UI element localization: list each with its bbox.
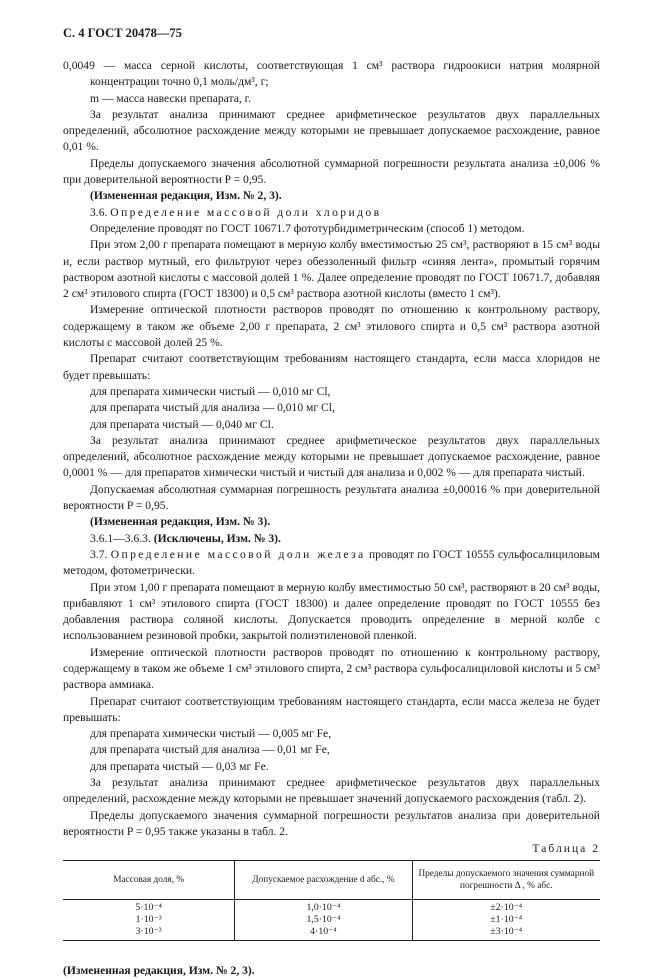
paragraph: Измерение оптической плотности растворов проводят по отношению к контрольному раствору, содержащему в таком же объеме 1 см³ этилового спирта, 2 см³ раствора сульфосалициловой кислоты и 5 см³ раствора аммиака. [63, 645, 600, 692]
column-header: Пределы допускаемого значения суммарной погрешности Δ , % абс. [412, 860, 600, 899]
paragraph: Измерение оптической плотности растворов проводят по отношению к контрольному раствору, содержащему в таком же объеме 2,00 г препарата, 2 см³ этилового спирта и 0,5 см³ раствора азотной кислоты с массовой долей 25 %. [63, 303, 600, 350]
section-heading [63, 547, 600, 580]
section-number: 3.7. [90, 547, 108, 561]
cell-value: ±2·10⁻⁴ [490, 901, 523, 913]
paragraph: Определение проводят по ГОСТ 10671.7 фототурбидиметрическим (способ 1) методом. [90, 221, 525, 235]
cell-value: 4·10⁻⁴ [310, 925, 337, 937]
list-item: для препарата химически чистый — 0,005 мг Fe, [90, 727, 332, 741]
section-title: Определение массовой доли хлоридов [110, 205, 382, 219]
table-cell [412, 899, 600, 940]
table-2 [63, 860, 600, 941]
paragraph: m — масса навески препарата, г. [90, 91, 251, 105]
paragraph: 0,0049 — масса серной кислоты, соответствующая 1 см³ раствора гидроокиси натрия молярной концентрации точно 0,1 моль/дм³, г; [63, 59, 600, 89]
cell-value: 1,0·10⁻⁴ [306, 901, 341, 913]
amendment-text: (Измененная редакция, Изм. № 2, 3). [90, 189, 282, 203]
section-text: проводят по ГОСТ 10555 сульфосалициловым методом, фотометрически. [63, 547, 600, 578]
cell-value: 5·10⁻⁴ [135, 901, 162, 913]
paragraph: Пределы допускаемого значения суммарной погрешности результатов анализа при доверительной вероятности P = 0,95 также указаны в табл. 2. [63, 808, 600, 838]
column-header: Массовая доля, % [63, 860, 235, 899]
amendment-note [63, 514, 600, 530]
amendment-text: (Измененная редакция, Изм. № 3). [90, 515, 271, 529]
table-cell [63, 899, 235, 940]
table-cell [235, 899, 412, 940]
column-header: Допускаемое расхождение d абс., % [235, 860, 412, 899]
section-number: 3.6. [90, 205, 108, 219]
paragraph: При этом 1,00 г препарата помещают в мерную колбу вместимостью 50 см³, растворяют в 20 см³ воды, прибавляют 1 см³ этилового спирта (ГОСТ 18300) и далее определение проводят по ГОСТ 10555 без добавления раствора соляной кислоты. Допускается проводить определение в мерной колбе с использованием резиновой пробки, закрытой полиэтиленовой пленкой. [63, 580, 600, 643]
section-number: 3.6.1—3.6.3. [90, 531, 151, 545]
list-item: для препарата чистый — 0,040 мг Cl. [90, 417, 274, 431]
cell-value: ±3·10⁻⁴ [490, 925, 523, 937]
paragraph: Пределы допускаемого значения абсолютной суммарной погрешности результата анализа ±0,006 % при доверительной вероятности P = 0,95. [63, 156, 600, 187]
cell-value: 1,5·10⁻⁴ [306, 913, 341, 925]
section-heading [63, 205, 600, 221]
section-title: Определение массовой доли железа [110, 547, 366, 561]
list-item: для препарата чистый для анализа — 0,01 мг Fe, [90, 743, 330, 757]
paragraph: Препарат считают соответствующим требованиям настоящего стандарта, если масса хлоридов не будет превышать: [63, 352, 600, 382]
page-header: С. 4 ГОСТ 20478—75 [63, 26, 182, 40]
excluded-text: (Исключены, Изм. № 3). [153, 531, 281, 545]
table-header-row [63, 860, 600, 899]
excluded-note [63, 531, 600, 547]
document-body [63, 58, 600, 979]
list-item: для препарата чистый — 0,03 мг Fe. [90, 759, 269, 773]
paragraph: За результат анализа принимают среднее арифметическое результатов двух параллельных определений, абсолютное расхождение между которыми не превышает допускаемое расхождение, равное 0,01 %. [63, 107, 600, 154]
paragraph: За результат анализа принимают среднее арифметическое результатов двух параллельных определений, абсолютное расхождение между которыми не превышает допускаемое расхождение, равное 0,0001 % — для препаратов химически чистый и чистый для анализа и 0,002 % — для препарата чистый. [63, 433, 600, 480]
amendment-text: (Измененная редакция, Изм. № 2, 3). [63, 963, 255, 977]
paragraph: Препарат считают соответствующим требованиям настоящего стандарта, если масса железа не будет превышать: [63, 694, 600, 724]
amendment-note [63, 963, 600, 979]
amendment-note [63, 188, 600, 204]
table-row [63, 899, 600, 940]
cell-value: ±1·10⁻⁴ [490, 913, 523, 925]
cell-value: 3·10⁻³ [135, 925, 162, 937]
paragraph: За результат анализа принимают среднее арифметическое результатов двух параллельных определений, расхождение между которыми не превышает значений допускаемого расхождения (табл. 2). [63, 776, 600, 806]
paragraph: При этом 2,00 г препарата помещают в мерную колбу вместимостью 25 см³, растворяют в 15 см³ воды и, если раствор мутный, его фильтруют через обеззоленный фильтр «синяя лента», промытый горячим раствором азотной кислоты с массовой долей 1 %. Далее определение проводят по ГОСТ 10671.7, добавляя 2 см³ этилового спирта (ГОСТ 18300) и 0,5 см³ раствора азотной кислоты (вместо 1 см³). [63, 238, 600, 301]
table-caption: Таблица 2 [532, 842, 600, 856]
list-item: для препарата чистый для анализа — 0,010 мг Cl, [90, 401, 335, 415]
paragraph: Допускаемая абсолютная суммарная погрешность результата анализа ±0,00016 % при доверительной вероятности P = 0,95. [63, 482, 600, 513]
cell-value: 1·10⁻³ [135, 913, 162, 925]
list-item: для препарата химически чистый — 0,010 мг Cl, [90, 384, 331, 398]
